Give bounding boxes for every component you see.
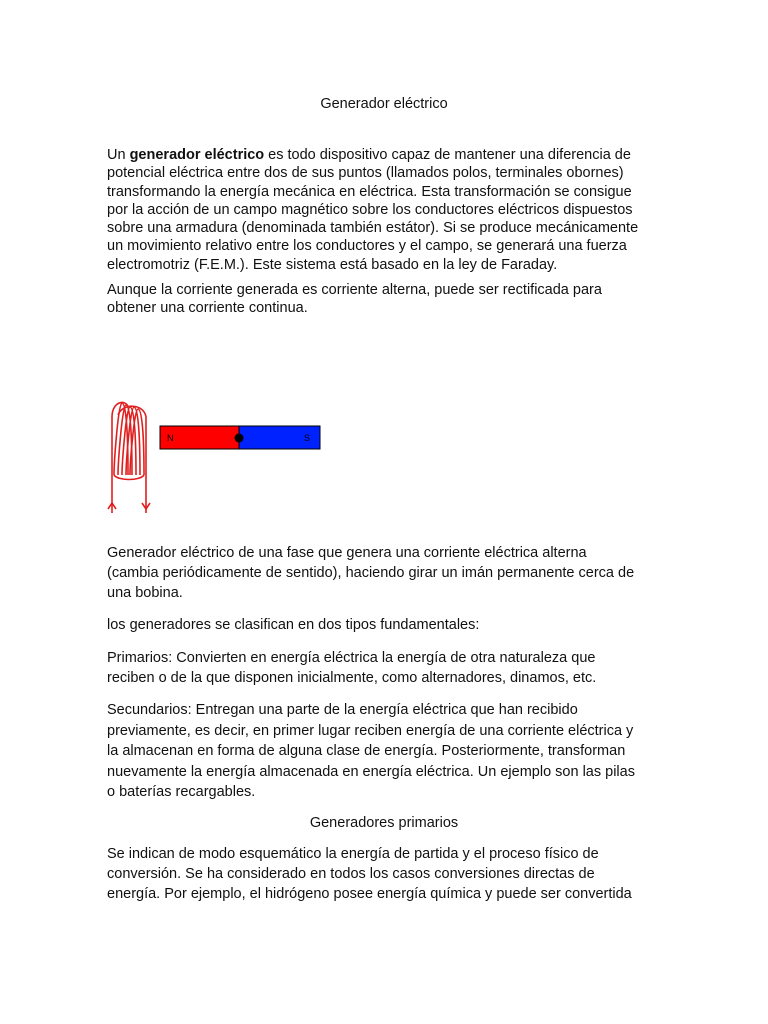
coil-icon xyxy=(108,402,150,513)
rectify-line: Aunque la corriente generada es corriente alterna, puede ser rectificada para xyxy=(107,282,602,298)
intro-line: sobre una armadura (denominada también estátor). Si se produce mecánicamente xyxy=(107,220,639,237)
magnet-north-label: N xyxy=(167,433,174,443)
secundarios-line: nuevamente la energía almacenada en energía eléctrica. Un ejemplo son las pilas xyxy=(107,763,635,780)
intro-line: un movimiento relativo entre los conductores y el campo, se generará una fuerza xyxy=(107,238,627,255)
secundarios-line: la almacenan en forma de alguna clase de energía. Posteriormente, transforman xyxy=(107,743,626,759)
rectify-paragraph xyxy=(107,281,667,318)
figure-caption xyxy=(107,543,667,603)
intro-line: potencial eléctrica entre dos de sus puntos (llamados polos, terminales obornes) xyxy=(107,165,624,182)
caption-line: (cambia periódicamente de sentido), haciendo girar un imán permanente cerca de xyxy=(107,565,635,581)
section-line: Se indican de modo esquemático la energía de partida y el proceso físico de xyxy=(107,846,599,862)
types-intro xyxy=(107,616,667,634)
intro-paragraph xyxy=(107,146,667,274)
bar-magnet xyxy=(160,426,320,449)
page-title: Generador eléctrico xyxy=(320,96,448,112)
intro-lead: Un xyxy=(107,147,130,163)
types-intro-line: los generadores se clasifican en dos tipos fundamentales: xyxy=(107,617,480,633)
intro-line: electromotriz (F.E.M.). Este sistema está basado en la ley de Faraday. xyxy=(107,256,558,273)
section-paragraph xyxy=(107,844,667,904)
section-line: energía. Por ejemplo, el hidrógeno posee energía química y puede ser convertida xyxy=(107,886,632,902)
primarios-paragraph xyxy=(107,648,667,688)
generator-diagram xyxy=(100,395,330,530)
intro-line-1 xyxy=(107,146,667,164)
section-line: conversión. Se ha considerado en todos los casos conversiones directas de xyxy=(107,866,595,882)
intro-line: transformando la energía mecánica en eléctrica. Esta transformación se consigue xyxy=(107,183,632,200)
intro-term: generador eléctrico xyxy=(129,147,265,163)
magnet-south-label: S xyxy=(304,433,311,443)
secundarios-line: Secundarios: Entregan una parte de la energía eléctrica que han recibido xyxy=(107,702,578,718)
caption-line: Generador eléctrico de una fase que genera una corriente eléctrica alterna xyxy=(107,545,587,561)
secundarios-line: o baterías recargables. xyxy=(107,784,256,800)
intro-line: por la acción de un campo magnético sobre los conductores eléctricos dispuestos xyxy=(107,201,633,218)
primarios-line: Primarios: Convierten en energía eléctrica la energía de otra naturaleza que xyxy=(107,650,596,666)
secundarios-paragraph xyxy=(107,700,667,803)
magnet-pivot-icon xyxy=(235,434,244,443)
section-title: Generadores primarios xyxy=(309,815,459,831)
secundarios-line: previamente, es decir, en primer lugar reciben energía de una corriente eléctrica y xyxy=(107,722,634,739)
intro-line1-rest: es todo dispositivo capaz de mantener una diferencia de xyxy=(264,147,631,163)
rectify-line: obtener una corriente continua. xyxy=(107,300,308,317)
caption-line: una bobina. xyxy=(107,585,183,601)
primarios-line: reciben o de la que disponen inicialmente, como alternadores, dinamos, etc. xyxy=(107,670,597,686)
